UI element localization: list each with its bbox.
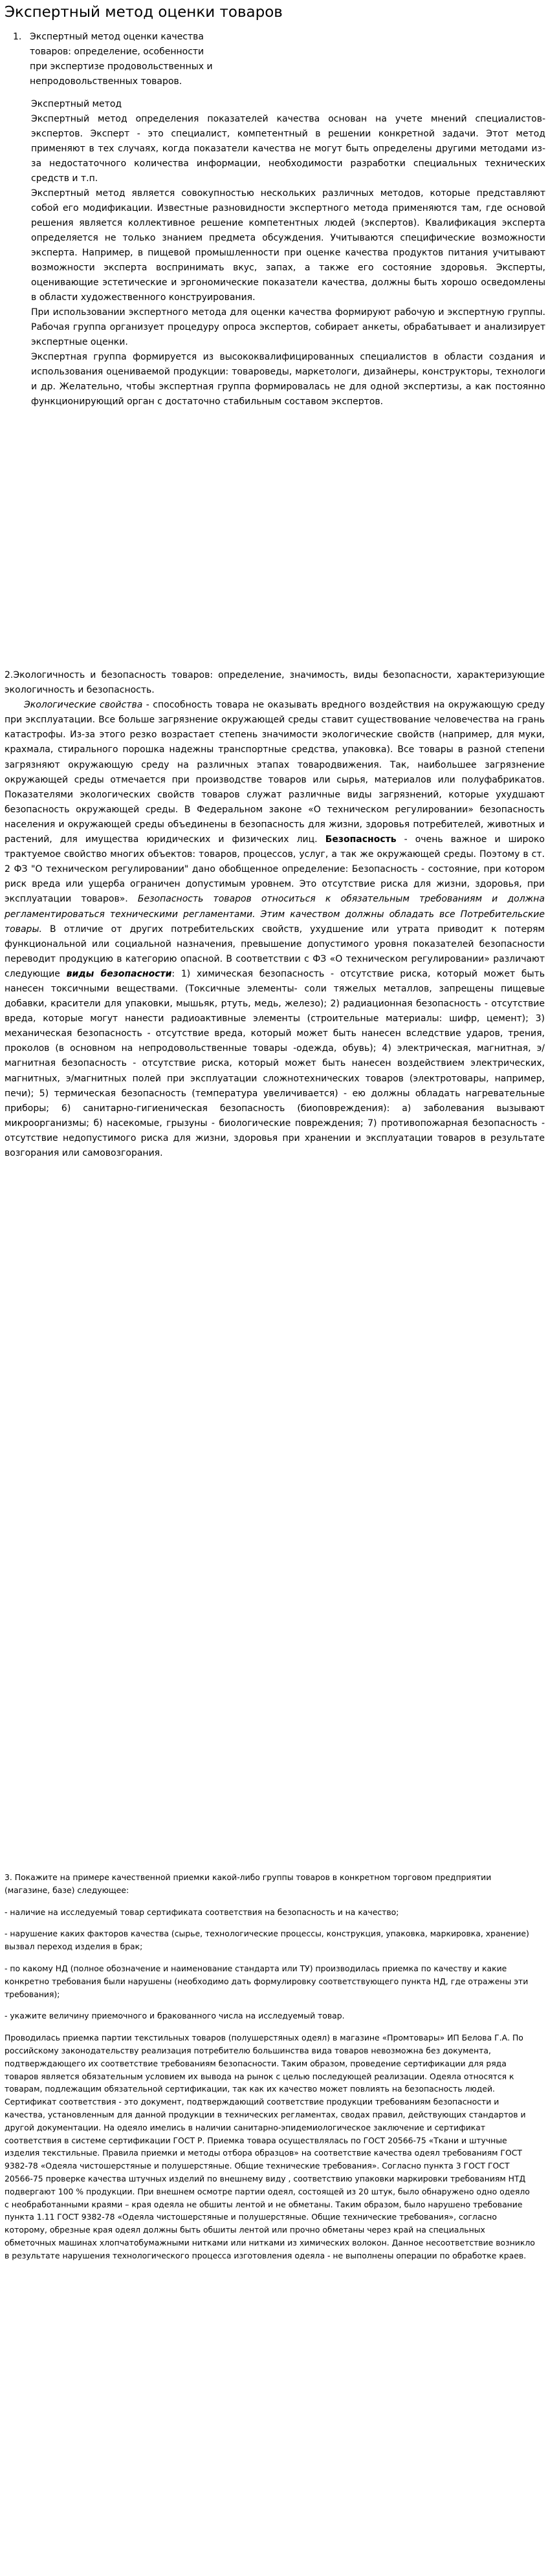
section-3-body: Проводилась приемка партии текстильных товаров (полушерстяных одеял) в магазине «Промтовары» ИП Белова Г.А. По российскому законодательству реализация потребителю большинства вида товаров невозможна без документа, подтверждающего их соответствие требованиям безопасности. Таким образом, проведение сертификации для ряда товаров является обязательным условием их вывода на рынок с целью последующей реализации. Одеяла относятся к товарам, подлежащим обязательной сертификации, так как их качество может повлиять на безопасность людей. Сертификат соответствия - это документ, подтверждающий соответствие продукции требованиям безопасности и качества, установленным для данной продукции в технических регламентах, сводах правил, действующих стандартов и другой документации. На одеяло имелись в наличии санитарно-эпидемиологическое заключение и сертификат соответствия в системе сертификации ГОСТ Р. Приемка товара осуществлялась по ГОСТ 20566-75 «Ткани и штучные изделия текстильные. Правила приемки и методы отбора образцов» на соответствие качества одеял требованиям ГОСТ 9382-78 «Одеяла чистошерстяные и полушерстяные. Общие технические требования». Согласно пункта 3 ГОСТ ГОСТ 20566-75 проверке качества штучных изделий по внешнему виду , соответствию упаковки маркировки требованиям НТД подвергают 100 % продукции. При внешнем осмотре партии одеял, состоящей из 20 штук, было обнаружено одно одеяло с необработанными краями – края одеяла не обшиты лентой и не обметаны. Таким образом, было нарушено требование пункта 1.11 ГОСТ 9382-78 «Одеяла чистошерстяные и полушерстяные. Общие технические требования», согласно которому, обрезные края одеял должны быть обшиты лентой или прочно обметаны через край на специальных обметочных машинах хлопчатобумажными нитками или нитками из химических волокон. Данное несоответствие возникло в результате нарушения технологического процесса изготовления одеяла - не выполнены операции по обработке краев.: [5, 2033, 535, 2260]
section-expert-method: [31, 97, 545, 409]
section-1-paragraph-3: При использовании экспертного метода для оценки качества формируют рабочую и экспертную группы. Рабочая группа организует процедуру опроса экспертов, собирает анкеты, обрабатывает и анализирует экспертные оценки.: [31, 307, 545, 347]
section-1-paragraph-1: Экспертный метод определения показателей качества основан на учете мнений специалистов-экспертов. Эксперт - это специалист, компетентный в решении конкретной задачи. Этот метод применяют в тех случаях, когда показатели качества не могут быть определены другими методами из-за недостаточного количества информации, необходимости разработки специальных технических средств и т.п.: [31, 114, 545, 184]
question-1-text: Экспертный метод оценки качества товаров: определение, особенности при экспертизе продовольственных и непродовольственных товаров.: [30, 32, 213, 87]
page-title: Экспертный метод оценки товаров: [5, 4, 283, 21]
section-3-intro: 3. Покажите на примере качественной приемки какой-либо группы товаров в конкретном торговом предприятии (магазине, базе) следующее:: [5, 1872, 492, 1895]
section-2-paragraph: [5, 698, 545, 1161]
section-2-text-part-2: - очень важное и широко трактуемое свойство многих объектов: товаров, процессов, услуг, а так же окружающей среды. Поэтому в ст. 2 ФЗ "О техническом регулировании" дано обобщенное определение: Безопасность - состояние, при котором риск вреда или ущерба ограничен допустимым уровнем. Это отсутствие риска для жизни, здоровья, при эксплуатации товаров».: [5, 834, 545, 905]
section-2-heading: 2.Экологичность и безопасность товаров: определение, значимость, виды безопасности, характеризующие экологичность и безопасность.: [5, 670, 545, 696]
term-safety: Безопасность: [325, 834, 397, 845]
section-1-paragraph-4: Экспертная группа формируется из высококвалифицированных специалистов в области создания и использования оцениваемой продукции: товароведы, маркетологи, дизайнеры, конструкторы, технологи и др. Желательно, чтобы экспертная группа формировалась не для одной экспертизы, а как постоянно функционирующий орган с достаточно стабильным составом экспертов.: [31, 352, 545, 407]
section-3-item-4: - укажите величину приемочного и бракованного числа на исследуемый товар.: [5, 2011, 345, 2021]
section-3-item-3: - по какому НД (полное обозначение и наименование стандарта или ТУ) производилась приемка по качеству и какие конкретно требования были нарушены (необходимо дать формулировку соответствующего пункта НД, где отражены эти требования);: [5, 1963, 529, 1999]
term-safety-types: виды безопасности: [66, 968, 172, 979]
section-2-italic-statement: Безопасность товаров относиться к обязательным требованиям и должна регламентироваться техническими регламентами. Этим качеством должны обладать все Потребительские товары.: [5, 894, 545, 935]
section-2-text-part-3: В отличие от других потребительских свойств, ухудшение или утрата приводит к потерям функциональной или социальной назначения, превышение допустимого уровня показателей безопасности переводит продукцию в категорию опасной. В соответствии с ФЗ «О техническом регулировании» различают следующие: [5, 924, 545, 979]
question-1-number: 1.: [13, 32, 22, 42]
section-2-text-part-1: - способность товара не оказывать вредного воздействия на окружающую среду при эксплуатации. Все больше загрязнение окружающей среды ставит существование человечества на грань катастрофы. Из-за этого резко возрастает степень значимости экологические свойств (например, для муки, крахмала, стирального порошка надежны транспортные средства, упаковка). Все товары в разной степени загрязняют окружающую среду на различных этапах товародвижения. Так, наибольшее загрязнение окружающей среды отмечается при производстве товаров или сырья, материалов или полуфабрикатов. Показателями экологических свойств товаров служат различные виды загрязнений, которые ухудшают безопасность окружающей среды. В Федеральном законе «О техническом регулировании» безопасность населения и окружающей среды объединены в безопасность для жизни, здоровья потребителей, животных и растений, для имущества юридических и физических лиц.: [5, 700, 545, 845]
section-2-text-part-4: : 1) химическая безопасность - отсутствие риска, который может быть нанесен токсичными веществами. (Токсичные элементы- соли тяжелых металлов, запрещены пищевые добавки, красители для упаковки, мышьяк, ртуть, медь, железо); 2) радиационная безопасность - отсутствие вреда, которые могут нанести радиоактивные элементы (строительные материалы: шифр, цемент); 3) механическая безопасность - отсутствие вреда, который может быть нанесен вследствие ударов, трения, проколов (в основном на непродовольственные товары -одежда, обувь); 4) электрическая, магнитная, э/магнитная безопасность - отсутствие риска, который может быть нанесен воздействием электрических, магнитных, э/магнитных полей при эксплуатации сложнотехнических товаров (электротовары, например, печи); 5) термическая безопасность (температура увеличивается) - ею должны обладать нагревательные приборы; 6) санитарно-гигиеническая безопасность (биоповреждения): а) заболевания вызывают микроорганизмы; б) насекомые, грызуны - биологические повреждения; 7) противопожарная безопасность - отсутствие недопустимого риска для жизни, здоровья при хранении и эксплуатации товаров в результате возгорания или самовозгорания.: [5, 968, 545, 1158]
section-3-item-2: - нарушение каких факторов качества (сырье, технологические процессы, конструкция, упаковка, маркировка, хранение) вызвал переход изделия в брак;: [5, 1929, 529, 1952]
section-ecology-safety: [5, 668, 545, 1161]
section-1-paragraph-2: Экспертный метод является совокупностью нескольких различных методов, которые представляют собой его модификации. Известные разновидности экспертного метода применяются там, где основой решения является коллективное решение компетентных людей (экспертов). Квалификация эксперта определяется не только знанием предмета обсуждения. Учитываются специфические возможности эксперта. Например, в пищевой промышленности при оценке качества продуктов питания учитывают возможности эксперта воспринимать вкус, запах, а также его состояние здоровья. Эксперты, оценивающие эстетические и эргономические показатели качества, должны быть хорошо осведомлены в области художественного конструирования.: [31, 188, 545, 303]
section-3-item-1: - наличие на исследуемый товар сертификата соответствия на безопасность и на качество;: [5, 1907, 399, 1917]
term-ecological-properties: Экологические свойства: [24, 700, 143, 711]
section-1-heading: Экспертный метод: [31, 99, 122, 109]
section-acceptance-example: [5, 1871, 535, 2262]
